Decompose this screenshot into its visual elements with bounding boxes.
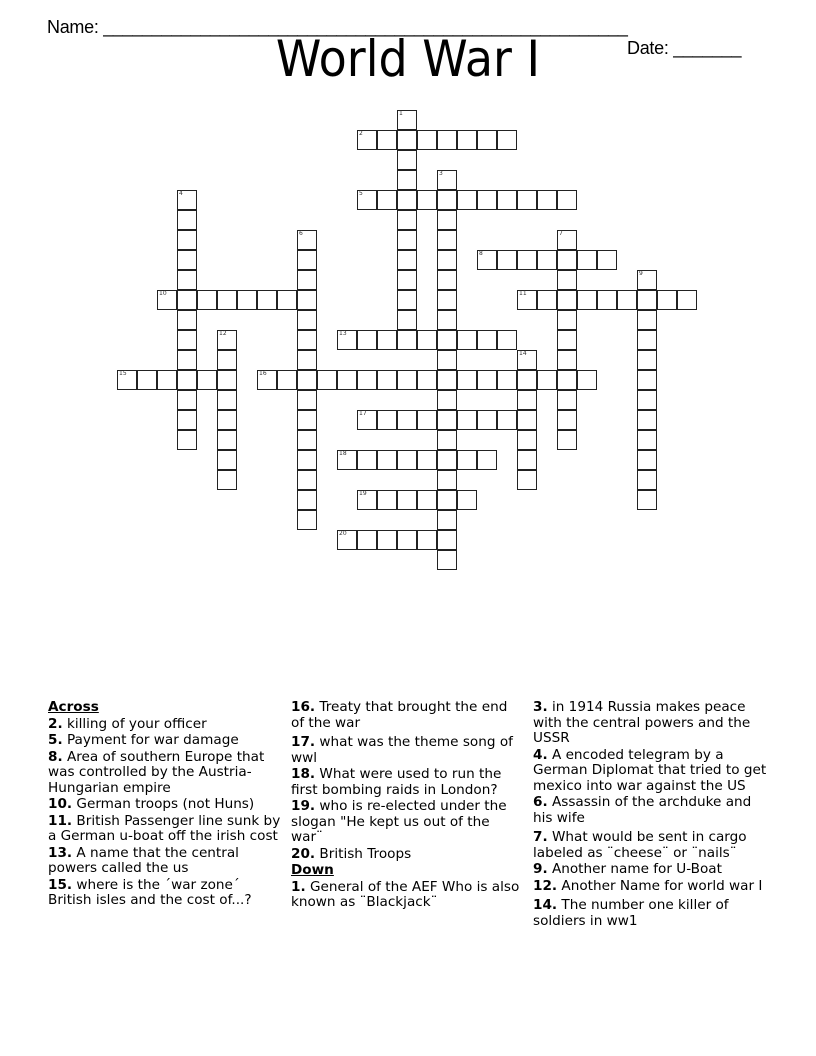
down-heading: Down <box>291 862 334 878</box>
grid-cell[interactable] <box>397 210 417 230</box>
grid-cell[interactable] <box>677 290 697 310</box>
grid-cell[interactable] <box>637 270 657 290</box>
clue-number: 6 <box>299 230 303 237</box>
grid-cell[interactable] <box>537 190 557 210</box>
grid-cell[interactable] <box>477 330 497 350</box>
grid-cell[interactable] <box>457 370 477 390</box>
grid-cell[interactable] <box>177 310 197 330</box>
grid-cell[interactable] <box>637 430 657 450</box>
clue-across-11: 11. British Passenger line sunk by a German u-boat off the irish cost <box>48 812 281 844</box>
grid-cell[interactable] <box>517 350 537 370</box>
grid-cell[interactable] <box>357 410 377 430</box>
grid-cell[interactable] <box>397 270 417 290</box>
grid-cell[interactable] <box>217 410 237 430</box>
grid-cell[interactable] <box>497 130 517 150</box>
clue-number: 19 <box>359 490 367 497</box>
grid-cell[interactable] <box>557 310 577 330</box>
grid-cell[interactable] <box>537 370 557 390</box>
grid-cell[interactable] <box>297 450 317 470</box>
grid-cell[interactable] <box>537 290 557 310</box>
grid-cell[interactable] <box>357 530 377 550</box>
name-field[interactable]: Name: ______________________________________________________ <box>47 17 628 37</box>
grid-cell[interactable] <box>217 450 237 470</box>
grid-cell[interactable] <box>657 290 677 310</box>
grid-cell[interactable] <box>557 370 577 390</box>
clue-down-7: 7. What would be sent in cargo labeled as ¨cheese¨ or ¨nails¨ <box>533 829 747 861</box>
grid-cell[interactable] <box>357 190 377 210</box>
clue-number: 1 <box>399 110 403 117</box>
grid-cell[interactable] <box>297 410 317 430</box>
grid-cell[interactable] <box>417 410 437 430</box>
grid-cell[interactable] <box>437 270 457 290</box>
grid-cell[interactable] <box>337 450 357 470</box>
grid-cell[interactable] <box>557 190 577 210</box>
clue-number: 16 <box>259 370 267 377</box>
clue-down-14: 14. The number one killer of soldiers in ww1 <box>533 897 729 929</box>
grid-cell[interactable] <box>417 450 437 470</box>
clues-column-1 <box>48 700 283 910</box>
grid-cell[interactable] <box>437 310 457 330</box>
grid-cell[interactable] <box>517 190 537 210</box>
grid-cell[interactable] <box>497 410 517 430</box>
grid-cell[interactable] <box>437 470 457 490</box>
grid-cell[interactable] <box>397 410 417 430</box>
grid-cell[interactable] <box>217 430 237 450</box>
grid-cell[interactable] <box>397 530 417 550</box>
grid-cell[interactable] <box>297 350 317 370</box>
clue-number: 20 <box>339 530 347 537</box>
grid-cell[interactable] <box>457 130 477 150</box>
grid-cell[interactable] <box>217 470 237 490</box>
grid-cell[interactable] <box>437 390 457 410</box>
grid-cell[interactable] <box>437 510 457 530</box>
grid-cell[interactable] <box>477 410 497 430</box>
grid-cell[interactable] <box>177 370 197 390</box>
grid-cell[interactable] <box>517 430 537 450</box>
grid-cell[interactable] <box>297 510 317 530</box>
grid-cell[interactable] <box>297 430 317 450</box>
grid-cell[interactable] <box>137 370 157 390</box>
grid-cell[interactable] <box>297 330 317 350</box>
grid-cell[interactable] <box>177 350 197 370</box>
grid-cell[interactable] <box>637 370 657 390</box>
clue-number: 18 <box>339 450 347 457</box>
grid-cell[interactable] <box>437 450 457 470</box>
date-field[interactable]: Date: _______ <box>627 38 742 58</box>
grid-cell[interactable] <box>477 250 497 270</box>
grid-cell[interactable] <box>497 190 517 210</box>
clue-across-13: 13. A name that the central powers called the us <box>48 844 239 876</box>
grid-cell[interactable] <box>437 210 457 230</box>
clue-across-16: 16. Treaty that brought the end of the war <box>291 699 508 731</box>
grid-cell[interactable] <box>437 290 457 310</box>
clue-across-20: 20. British Troops <box>291 845 412 862</box>
grid-cell[interactable] <box>317 370 337 390</box>
clue-down-3: 3. in 1914 Russia makes peace with the central powers and the USSR <box>533 699 751 746</box>
grid-cell[interactable] <box>617 290 637 310</box>
grid-cell[interactable] <box>417 370 437 390</box>
grid-cell[interactable] <box>437 190 457 210</box>
grid-cell[interactable] <box>177 330 197 350</box>
grid-cell[interactable] <box>357 450 377 470</box>
grid-cell[interactable] <box>397 450 417 470</box>
grid-cell[interactable] <box>177 430 197 450</box>
grid-cell[interactable] <box>557 250 577 270</box>
grid-cell[interactable] <box>397 370 417 390</box>
grid-cell[interactable] <box>537 250 557 270</box>
grid-cell[interactable] <box>517 250 537 270</box>
grid-cell[interactable] <box>397 250 417 270</box>
grid-cell[interactable] <box>357 490 377 510</box>
grid-cell[interactable] <box>157 290 177 310</box>
grid-cell[interactable] <box>377 330 397 350</box>
grid-cell[interactable] <box>577 250 597 270</box>
grid-cell[interactable] <box>497 370 517 390</box>
grid-cell[interactable] <box>437 550 457 570</box>
grid-cell[interactable] <box>377 370 397 390</box>
clue-number: 15 <box>119 370 127 377</box>
crossword-grid <box>117 110 717 590</box>
clue-number: 5 <box>359 190 363 197</box>
grid-cell[interactable] <box>477 130 497 150</box>
clue-number: 4 <box>179 190 183 197</box>
grid-cell[interactable] <box>397 490 417 510</box>
clue-across-10: 10. German troops (not Huns) <box>48 796 255 812</box>
clue-number: 17 <box>359 410 367 417</box>
clue-down-12: 12. Another Name for world war I <box>533 877 763 894</box>
grid-cell[interactable] <box>417 130 437 150</box>
grid-cell[interactable] <box>217 290 237 310</box>
grid-cell[interactable] <box>377 530 397 550</box>
grid-cell[interactable] <box>397 130 417 150</box>
grid-cell[interactable] <box>437 430 457 450</box>
grid-cell[interactable] <box>217 370 237 390</box>
grid-cell[interactable] <box>357 330 377 350</box>
grid-cell[interactable] <box>297 390 317 410</box>
grid-cell[interactable] <box>177 190 197 210</box>
grid-cell[interactable] <box>417 530 437 550</box>
grid-cell[interactable] <box>437 170 457 190</box>
grid-cell[interactable] <box>557 430 577 450</box>
grid-cell[interactable] <box>637 350 657 370</box>
grid-cell[interactable] <box>377 130 397 150</box>
grid-cell[interactable] <box>557 230 577 250</box>
grid-cell[interactable] <box>357 370 377 390</box>
grid-cell[interactable] <box>637 410 657 430</box>
grid-cell[interactable] <box>417 490 437 510</box>
grid-cell[interactable] <box>177 390 197 410</box>
grid-cell[interactable] <box>257 290 277 310</box>
grid-cell[interactable] <box>337 370 357 390</box>
page-title: World War I <box>275 30 541 88</box>
grid-cell[interactable] <box>197 370 217 390</box>
grid-cell[interactable] <box>517 410 537 430</box>
grid-cell[interactable] <box>457 450 477 470</box>
clue-number: 7 <box>559 230 563 237</box>
grid-cell[interactable] <box>637 390 657 410</box>
clue-number: 2 <box>359 130 363 137</box>
grid-cell[interactable] <box>397 190 417 210</box>
grid-cell[interactable] <box>497 250 517 270</box>
grid-cell[interactable] <box>577 370 597 390</box>
grid-cell[interactable] <box>117 370 137 390</box>
grid-cell[interactable] <box>297 370 317 390</box>
grid-cell[interactable] <box>557 390 577 410</box>
grid-cell[interactable] <box>637 330 657 350</box>
clues-column-3 <box>533 700 768 930</box>
grid-cell[interactable] <box>177 410 197 430</box>
grid-cell[interactable] <box>217 390 237 410</box>
grid-cell[interactable] <box>177 230 197 250</box>
grid-cell[interactable] <box>597 250 617 270</box>
grid-cell[interactable] <box>397 310 417 330</box>
grid-cell[interactable] <box>297 230 317 250</box>
grid-cell[interactable] <box>177 290 197 310</box>
clue-down-4: 4. A encoded telegram by a German Diplomat that tried to get mexico into war against the US <box>533 746 767 794</box>
clue-number: 12 <box>219 330 227 337</box>
grid-cell[interactable] <box>597 290 617 310</box>
grid-cell[interactable] <box>177 210 197 230</box>
clue-number: 8 <box>479 250 483 257</box>
grid-cell[interactable] <box>417 190 437 210</box>
grid-cell[interactable] <box>297 290 317 310</box>
grid-cell[interactable] <box>197 290 217 310</box>
grid-cell[interactable] <box>517 390 537 410</box>
clue-number: 13 <box>339 330 347 337</box>
grid-cell[interactable] <box>397 150 417 170</box>
grid-cell[interactable] <box>437 230 457 250</box>
grid-cell[interactable] <box>377 450 397 470</box>
grid-cell[interactable] <box>297 490 317 510</box>
grid-cell[interactable] <box>397 170 417 190</box>
across-heading: Across <box>48 699 99 715</box>
grid-cell[interactable] <box>377 190 397 210</box>
grid-cell[interactable] <box>637 470 657 490</box>
grid-cell[interactable] <box>477 450 497 470</box>
grid-cell[interactable] <box>437 130 457 150</box>
clue-number: 3 <box>439 170 443 177</box>
grid-cell[interactable] <box>517 470 537 490</box>
grid-cell[interactable] <box>417 330 437 350</box>
grid-cell[interactable] <box>477 370 497 390</box>
grid-cell[interactable] <box>237 290 257 310</box>
grid-cell[interactable] <box>437 330 457 350</box>
grid-cell[interactable] <box>437 370 457 390</box>
grid-cell[interactable] <box>297 310 317 330</box>
grid-cell[interactable] <box>457 490 477 510</box>
clue-across-5: 5. Payment for war damage <box>48 732 239 748</box>
grid-cell[interactable] <box>217 350 237 370</box>
clue-across-8: 8. Area of southern Europe that was controlled by the Austria-Hungarian empire <box>48 748 265 796</box>
grid-cell[interactable] <box>497 330 517 350</box>
grid-cell[interactable] <box>437 350 457 370</box>
grid-cell[interactable] <box>557 270 577 290</box>
grid-cell[interactable] <box>397 110 417 130</box>
grid-cell[interactable] <box>557 330 577 350</box>
grid-cell[interactable] <box>557 410 577 430</box>
grid-cell[interactable] <box>517 290 537 310</box>
clues-column-2 <box>291 700 523 912</box>
grid-cell[interactable] <box>377 410 397 430</box>
grid-cell[interactable] <box>457 330 477 350</box>
grid-cell[interactable] <box>437 410 457 430</box>
grid-cell[interactable] <box>437 250 457 270</box>
clue-number: 14 <box>519 350 527 357</box>
grid-cell[interactable] <box>637 450 657 470</box>
grid-cell[interactable] <box>217 330 237 350</box>
grid-cell[interactable] <box>297 250 317 270</box>
clue-across-18: 18. What were used to run the first bombing raids in London? <box>291 766 502 798</box>
clue-number: 11 <box>519 290 527 297</box>
grid-cell[interactable] <box>157 370 177 390</box>
grid-cell[interactable] <box>477 190 497 210</box>
clue-across-17: 17. what was the theme song of wwl <box>291 734 513 766</box>
clue-across-2: 2. killing of your officer <box>48 715 207 732</box>
clue-number: 10 <box>159 290 167 297</box>
grid-cell[interactable] <box>397 230 417 250</box>
clue-across-15: 15. where is the ´war zone´ British isles and the cost of...? <box>48 876 252 908</box>
grid-cell[interactable] <box>437 490 457 510</box>
clue-down-9: 9. Another name for U-Boat <box>533 861 722 877</box>
grid-cell[interactable] <box>457 190 477 210</box>
grid-cell[interactable] <box>357 130 377 150</box>
grid-cell[interactable] <box>457 410 477 430</box>
grid-cell[interactable] <box>397 330 417 350</box>
grid-cell[interactable] <box>557 350 577 370</box>
grid-cell[interactable] <box>517 450 537 470</box>
grid-cell[interactable] <box>377 490 397 510</box>
grid-cell[interactable] <box>337 530 357 550</box>
grid-cell[interactable] <box>277 370 297 390</box>
grid-cell[interactable] <box>517 370 537 390</box>
grid-cell[interactable] <box>277 290 297 310</box>
clue-across-19: 19. who is re-elected under the slogan "He kept us out of the war¨ <box>291 798 507 845</box>
grid-cell[interactable] <box>337 330 357 350</box>
clue-number: 9 <box>639 270 643 277</box>
grid-cell[interactable] <box>637 290 657 310</box>
grid-cell[interactable] <box>637 310 657 330</box>
grid-cell[interactable] <box>257 370 277 390</box>
grid-cell[interactable] <box>297 470 317 490</box>
grid-cell[interactable] <box>297 270 317 290</box>
grid-cell[interactable] <box>577 290 597 310</box>
grid-cell[interactable] <box>177 270 197 290</box>
clue-down-1: 1. General of the AEF Who is also known as ¨Blackjack¨ <box>291 878 520 910</box>
grid-cell[interactable] <box>397 290 417 310</box>
grid-cell[interactable] <box>437 530 457 550</box>
clue-down-6: 6. Assassin of the archduke and his wife <box>533 794 752 826</box>
grid-cell[interactable] <box>177 250 197 270</box>
grid-cell[interactable] <box>557 290 577 310</box>
grid-cell[interactable] <box>637 490 657 510</box>
